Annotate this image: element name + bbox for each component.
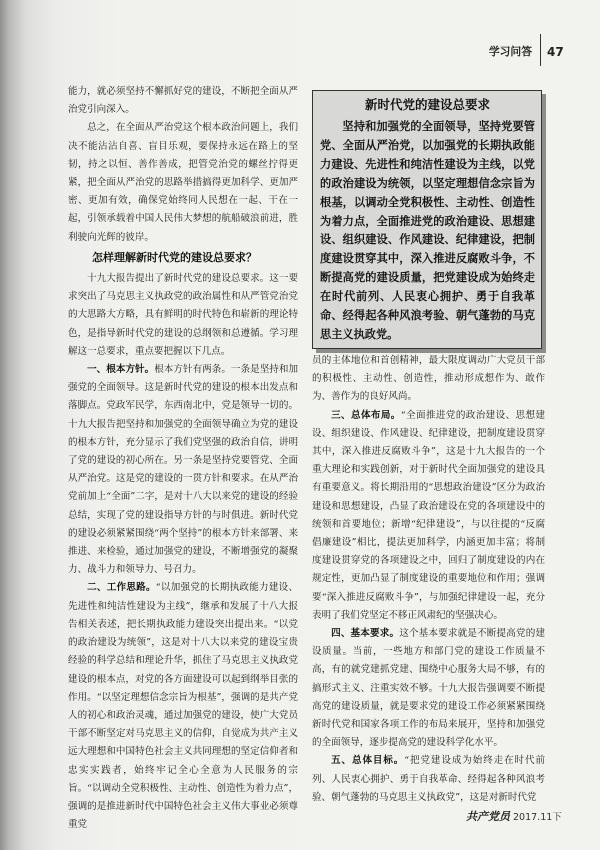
- point-paragraph-3: [312, 407, 545, 625]
- conclusion-paragraph: 总之，在全面从严治党这个根本政治问题上，我们决不能沾沾自喜、盲目乐观，要保持永远在路上的坚韧，持之以恒、善作善成，把管党治党的螺丝拧得更紧，把全面从严治党的思路举措搞得更加科学、更加严密、更加有效，确保党始终同人民想在一起、干在一起，引领承载着中国人民伟大梦想的航船破浪前进，胜利驶向光辉的彼岸。: [68, 122, 298, 243]
- magazine-logo: 共产党员: [466, 810, 510, 823]
- point-label-5: 五、总体目标。: [331, 755, 405, 767]
- summary-box: [312, 90, 542, 349]
- point-paragraph-1: [68, 361, 298, 579]
- point-label-4: 四、基本要求。: [331, 628, 400, 640]
- point-paragraph-2: [68, 579, 298, 834]
- continued-paragraph: 能力，就必须坚持不懈抓好党的建设，不断把全面从严治党引向深入。: [68, 86, 298, 116]
- intro-paragraph: 十九大报告提出了新时代党的建设总要求。这一要求突出了马克思主义执政党的政治属性和从严管党治党的大思路大方略，具有鲜明的时代特色和崭新的理论特色，是指导新时代党的建设的总纲领和总遵循。学习理解这一总要求，重点要把握以下几点。: [68, 273, 298, 357]
- point-paragraph-5: [312, 752, 545, 807]
- issue-label: 2017.11下: [513, 812, 562, 823]
- header-divider: [540, 34, 541, 66]
- left-column: [68, 83, 299, 831]
- point-label-2: 二、工作思路。: [87, 582, 156, 594]
- page-number: 47: [547, 45, 564, 59]
- right-column: [312, 352, 545, 807]
- summary-box-body: 坚持和加强党的全面领导，坚持党要管党、全面从严治党，以加强党的长期执政能力建设、先进性和纯洁性建设为主线，以党的政治建设为统领，以坚定理想信念宗旨为根基，以调动全党积极性、主动性、创造性为着力点，全面推进党的政治建设、思想建设、组织建设、作风建设、纪律建设，把制度建设贯穿其中，深入推进反腐败斗争，不断提高党的建设质量，把党建设成为始终走在时代前列、人民衷心拥护、勇于自我革命、经得起各种风浪考验、朝气蓬勃的马克思主义执政党。: [320, 120, 535, 341]
- point-text-5: “把党建设成为始终走在时代前列、人民衷心拥护、勇于自我革命、经得起各种风浪考验、朝气蓬勃的马克思主义执政党”，这是对新时代党: [312, 755, 545, 803]
- question-heading: 怎样理解新时代党的建设总要求？: [92, 250, 257, 264]
- summary-box-title: 新时代党的建设总要求: [364, 97, 490, 112]
- section-title: 学习问答: [488, 45, 532, 58]
- point-label-1: 一、根本方针。: [87, 364, 155, 376]
- point-paragraph-4: [312, 625, 545, 752]
- point-text-3: “全面推进党的政治建设、思想建设、组织建设、作风建设、纪律建设，把制度建设贯穿其中，深入推进反腐败斗争”，这是十九大报告的一个重大理论和实践创新，对于新时代全面加强党的建设具有重要意义。将长期沿用的“思想政治建设”区分为政治建设和思想建设，凸显了政治建设在党的各项建设中的统领和首要地位；新增“纪律建设”，与以往提的“反腐倡廉建设”相比，提法更加科学，内涵更加丰富；将制度建设贯穿党的各项建设之中，回归了制度建设的内在规定性，更加凸显了制度建设的重要地位和作用；强调要“深入推进反腐败斗争”，与加强纪律建设一起，充分表明了我们党坚定不移正风肃纪的坚强决心。: [312, 409, 545, 621]
- page-footer: [466, 807, 560, 823]
- point-2-continued: 员的主体地位和首创精神，最大限度调动广大党员干部的积极性、主动性、创造性，推动形成想作为、敢作为、善作为的良好风尚。: [312, 355, 545, 403]
- point-label-3: 三、总体布局。: [331, 409, 401, 421]
- point-text-2: “以加强党的长期执政能力建设、先进性和纯洁性建设为主线”，继承和发展了十八大报告相关表述，把长期执政能力建设突出提出来。“以党的政治建设为统领”，这是对十八大以来党的建设宝贵经验的科学总结和理论升华，抓住了马克思主义执政党建设的根本点，对党的各方面建设可以起到纲举目张的作用。“以坚定理想信念宗旨为根基”，强调的是共产党人的初心和政治灵魂，通过加强党的建设，使广大党员干部不断坚定对马克思主义的信仰，自觉成为共产主义远大理想和中国特色社会主义共同理想的坚定信仰者和忠实实践者，始终牢记全心全意为人民服务的宗旨。“以调动全党积极性、主动性、创造性为着力点”，强调的是推进新时代中国特色社会主义伟大事业必须尊重党: [68, 582, 298, 831]
- point-text-4: 这个基本要求就是不断提高党的建设质量。当前，一些地方和部门党的建设工作质量不高，有的就党建抓党建、围绕中心服务大局不够，有的搞形式主义、注重实效不够。十九大报告强调要不断提高党的建设质量，就是要求党的建设工作必须紧紧围绕新时代党和国家各项工作的布局来展开，坚持和加强党的全面领导，逐步提高党的建设科学化水平。: [312, 628, 546, 749]
- point-text-1: 根本方针有两条。一条是坚持和加强党的全面领导。这是新时代党的建设的根本出发点和落脚点。党政军民学，东西南北中，党是领导一切的。十九大报告把坚持和加强党的全面领导确立为党的建设的根本方针，充分显示了我们党坚强的政治自信，讲明了党的建设的初心所在。另一条是坚持党要管党、全面从严治党。这是党的建设的一贯方针和要求。在从严治党前加上“全面”二字，是对十八大以来党的建设的经验总结，实现了党的建设指导方针的与时俱进。新时代党的建设必须紧紧围绕“两个坚持”的根本方针来部署、来推进、来检验，通过加强党的建设，不断增强党的凝聚力、战斗力和领导力、号召力。: [68, 364, 299, 576]
